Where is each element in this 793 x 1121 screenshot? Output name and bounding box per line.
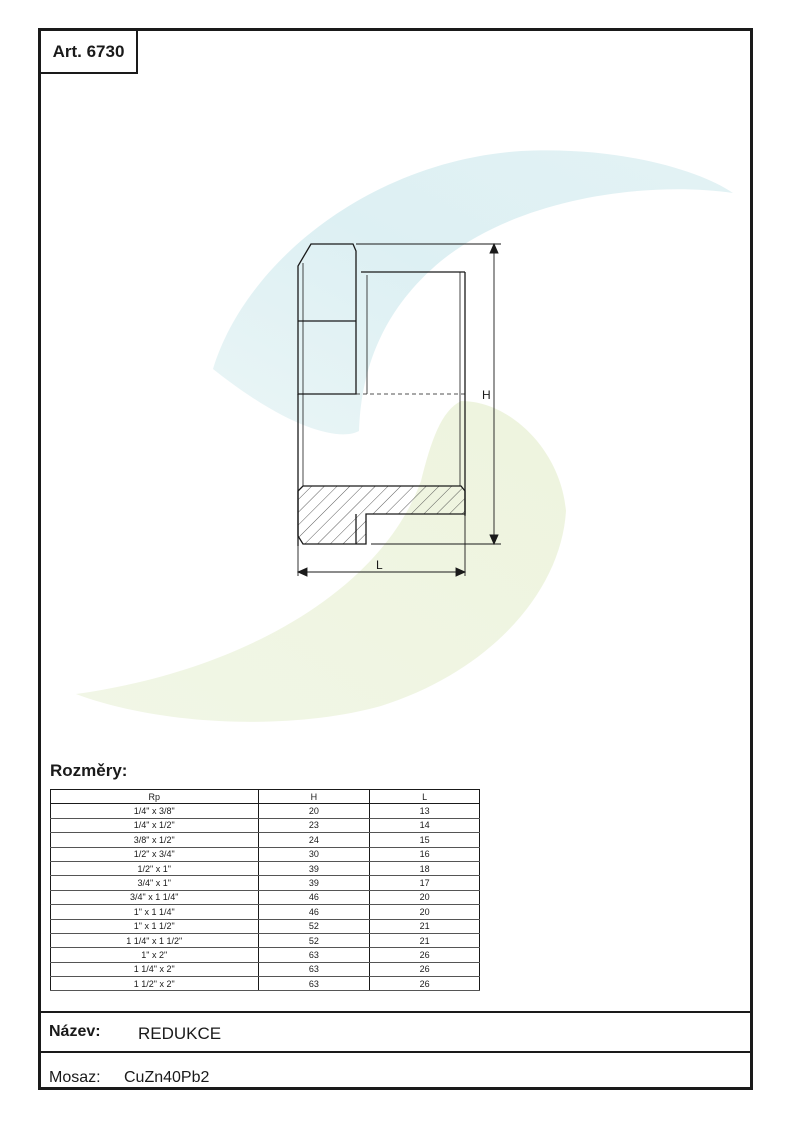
name-value: REDUKCE (138, 1024, 222, 1043)
cell-l: 16 (370, 847, 480, 861)
cell-rp: 1 1/2" x 2" (51, 977, 259, 991)
cell-rp: 3/4" x 1" (51, 876, 259, 890)
cell-rp: 1" x 2" (51, 948, 259, 962)
article-number: Art. 6730 (41, 31, 138, 74)
cell-h: 23 (258, 818, 370, 832)
table-row (51, 818, 480, 832)
cell-h: 52 (258, 933, 370, 947)
cell-h: 20 (258, 804, 370, 818)
column-header-l: L (370, 790, 480, 804)
cell-rp: 1" x 1 1/2" (51, 919, 259, 933)
table-header-row (51, 790, 480, 804)
cell-l: 20 (370, 890, 480, 904)
cell-l: 26 (370, 962, 480, 976)
cell-rp: 3/4" x 1 1/4" (51, 890, 259, 904)
cell-l: 21 (370, 919, 480, 933)
table-row (51, 977, 480, 991)
table-row (51, 919, 480, 933)
dimension-l-label: L (376, 558, 383, 572)
table-row (51, 833, 480, 847)
cell-h: 52 (258, 919, 370, 933)
column-header-rp: Rp (51, 790, 259, 804)
cell-rp: 1/4" x 1/2" (51, 818, 259, 832)
column-header-h: H (258, 790, 370, 804)
dimensions-table (50, 789, 480, 991)
dimension-h-label: H (482, 388, 491, 402)
table-row (51, 962, 480, 976)
material-row (41, 1053, 750, 1087)
table-row (51, 905, 480, 919)
reducer-outline (298, 244, 465, 546)
cell-rp: 3/8" x 1/2" (51, 833, 259, 847)
cell-h: 63 (258, 962, 370, 976)
cell-rp: 1/2" x 1" (51, 861, 259, 875)
cell-h: 39 (258, 876, 370, 890)
cell-h: 24 (258, 833, 370, 847)
cell-rp: 1 1/4" x 1 1/2" (51, 933, 259, 947)
cell-h: 46 (258, 890, 370, 904)
material-label: Mosaz: (49, 1069, 101, 1086)
product-sheet (38, 28, 753, 1090)
cell-rp: 1" x 1 1/4" (51, 905, 259, 919)
cell-rp: 1/2" x 3/4" (51, 847, 259, 861)
cell-h: 30 (258, 847, 370, 861)
name-row (41, 1011, 750, 1053)
cell-h: 63 (258, 948, 370, 962)
table-row (51, 876, 480, 890)
table-row (51, 933, 480, 947)
cell-l: 20 (370, 905, 480, 919)
cell-h: 46 (258, 905, 370, 919)
cell-h: 39 (258, 861, 370, 875)
table-row (51, 861, 480, 875)
table-row (51, 804, 480, 818)
table-row (51, 948, 480, 962)
cell-l: 26 (370, 948, 480, 962)
cell-l: 14 (370, 818, 480, 832)
table-row (51, 847, 480, 861)
cell-rp: 1/4" x 3/8" (51, 804, 259, 818)
cell-l: 17 (370, 876, 480, 890)
cell-l: 26 (370, 977, 480, 991)
cell-l: 21 (370, 933, 480, 947)
material-value: CuZn40Pb2 (124, 1069, 210, 1086)
cell-h: 63 (258, 977, 370, 991)
cell-l: 13 (370, 804, 480, 818)
cell-l: 18 (370, 861, 480, 875)
dimensions-title: Rozměry: (50, 761, 128, 780)
cell-l: 15 (370, 833, 480, 847)
table-row (51, 890, 480, 904)
name-label: Název: (49, 1023, 101, 1040)
cell-rp: 1 1/4" x 2" (51, 962, 259, 976)
